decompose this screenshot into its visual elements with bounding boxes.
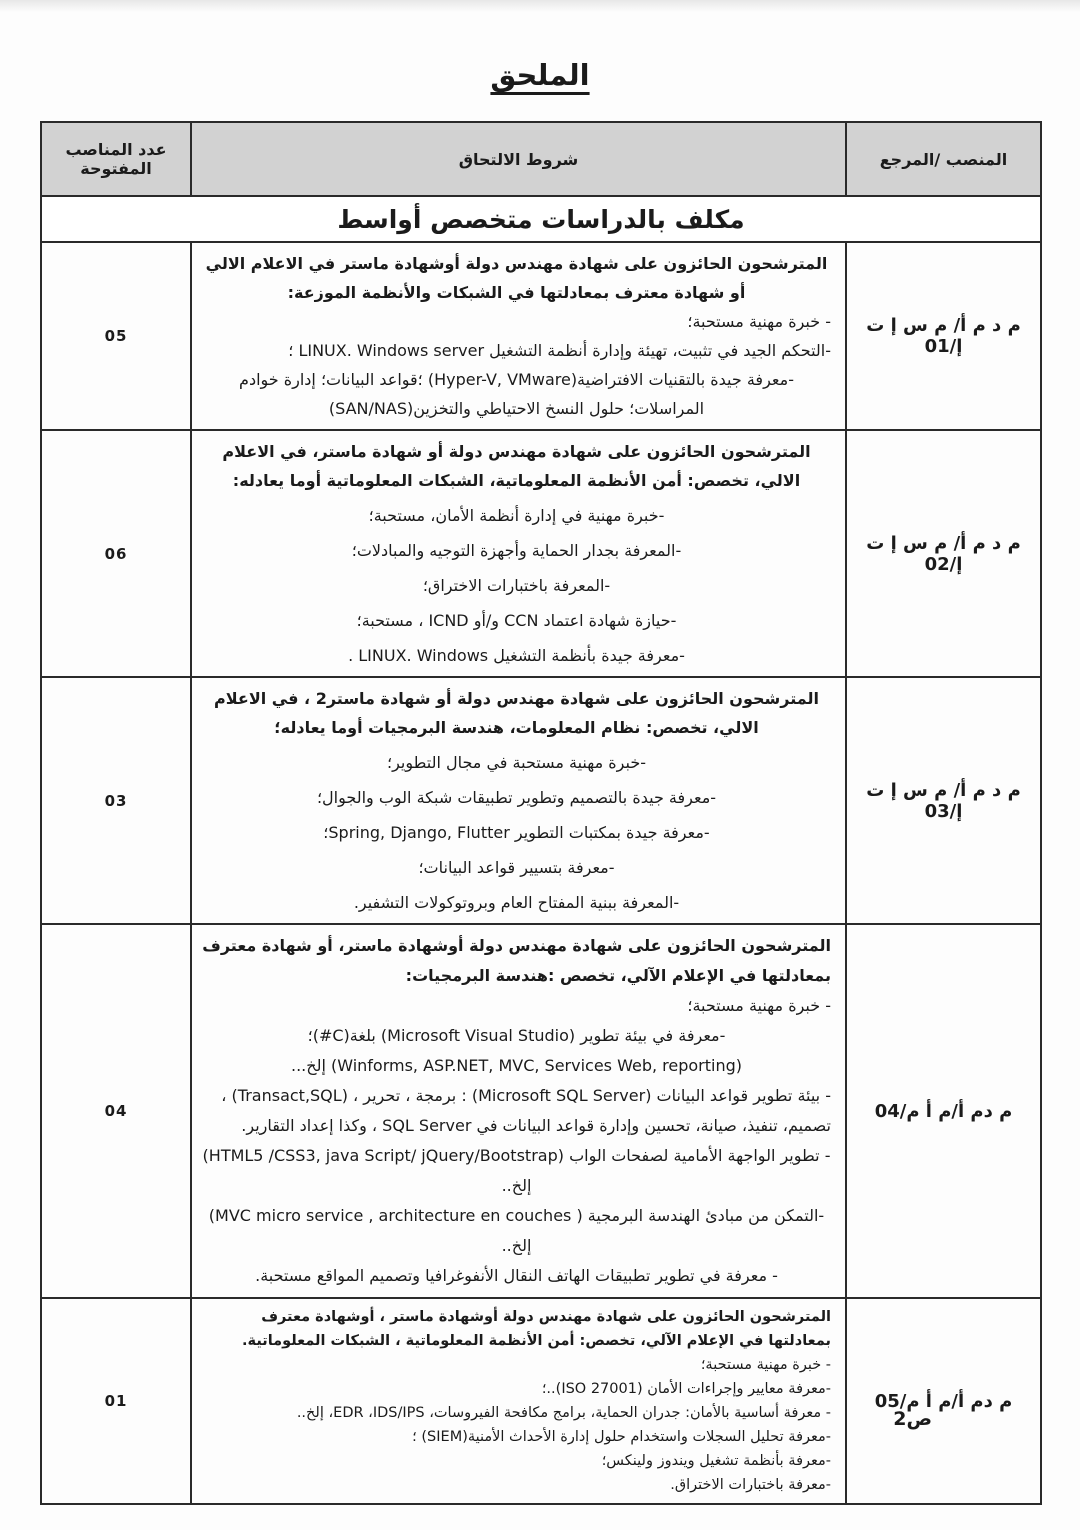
table-row (41, 677, 1041, 924)
condition-line: - خبرة مهنية مستحبة؛ (700, 1357, 831, 1373)
condition-line: -معرفة جيدة بالتقنيات الافتراضية(Hyper-V, VMware) ؛قواعد البيانات؛ إدارة خوادم المراسلات؛ حلول النسخ الاحتياطي والتخزين(SAN/NAS) (239, 370, 794, 418)
reference-cell: م دم أ/م أ م/04 (846, 924, 1041, 1298)
condition-line: -معرفة جيدة بأنظمة التشغيل LINUX. Windows . (348, 646, 685, 665)
condition-line: -معرفة بأنظمة تشغيل ويندوز ولينكس؛ (601, 1453, 831, 1469)
condition-line: -المعرفة بجدار الحماية وأجهزة التوجيه والمبادلات؛ (351, 541, 682, 560)
condition-line: -المعرفة باختبارات الاختراق؛ (422, 576, 611, 595)
page-title-text: الملحق (490, 58, 590, 92)
table-row (41, 1298, 1041, 1504)
page-top-shade (0, 0, 1080, 12)
header-cell-reference: المنصب /المرجع (846, 122, 1041, 196)
condition-line: -خبرة مهنية في إدارة أنظمة الأمان، مستحبة؛ (368, 506, 665, 525)
condition-line: - معرفة في تطوير تطبيقات الهاتف النقال الأنفوغرافيا وتصميم المواقع مستحبة. (255, 1266, 778, 1285)
open-positions-cell: 06 (41, 430, 191, 677)
reference-cell: م دم أ/م أ م/05 (846, 1298, 1041, 1504)
conditions-cell (191, 924, 846, 1298)
table-row (41, 242, 1041, 430)
section-title-row (41, 196, 1041, 242)
condition-line: - معرفة أساسية بالأمان: جدران الحماية، برامج مكافحة الفيروسات، EDR ،IDS/IPS، إلخ.. (296, 1405, 831, 1421)
condition-line: - خبرة مهنية مستحبة؛ (687, 996, 831, 1015)
open-positions-cell: 05 (41, 242, 191, 430)
condition-line: المترشحون الحائزون على شهادة مهندس دولة أوشهادة ماستر، أو شهادة معترف بمعادلتها في الإعلام الآلي، تخصص :هندسة البرمجيات: (202, 936, 831, 985)
reference-cell: م د م أ/ م س إ ت إ/01 (846, 242, 1041, 430)
condition-line: -معرفة تحليل السجلات واستخدام حلول إدارة الأحداث الأمنية(SIEM) ؛ (412, 1429, 831, 1445)
reference-cell: م د م أ/ م س إ ت إ/02 (846, 430, 1041, 677)
table-row (41, 924, 1041, 1298)
header-cell-conditions: شروط الالتحاق (191, 122, 846, 196)
condition-line: -حيازة شهادة اعتماد CCN و/أو ICND ، مستحبة؛ (356, 611, 677, 630)
condition-line: -المعرفة ببنية المفتاح العام وبروتوكولات التشفير. (353, 893, 680, 912)
table-row (41, 430, 1041, 677)
condition-line: - بيئة تطوير قواعد البيانات (Microsoft SQL Server) : برمجة ، تحرير ، (Transact,SQL) ، تصميم، تنفيذ، صيانة، تحسين وإدارة قواعد البيانات في SQL Server ، وكذا إعداد التقارير. (221, 1086, 831, 1135)
conditions-cell (191, 677, 846, 924)
conditions-cell (191, 1298, 846, 1504)
condition-line: المترشحون الحائزون على شهادة مهندس دولة أوشهادة ماستر ، أوشهادة معترف بمعادلتها في الإعلام الآلي، تخصص: أمن الأنظمة المعلوماتية ، الشبكات المعلوماتية. (242, 1309, 831, 1349)
condition-line: المترشحون الحائزون على شهادة مهندس دولة أو شهادة ماستر، في الاعلام الالي، تخصص: أمن الأنظمة المعلوماتية، الشبكات المعلوماتية أوما يعادله: (222, 442, 811, 490)
page-number: ص2 (893, 1408, 932, 1430)
condition-line: -معرفة جيدة بالتصميم وتطوير تطبيقات شبكة الوب والجوال؛ (316, 788, 717, 807)
conditions-cell (191, 430, 846, 677)
condition-line: -معرفة بتسيير قواعد البيانات؛ (418, 858, 615, 877)
condition-line: -التمكن من مبادئ الهندسة البرمجية ( MVC micro service , architecture en couches) إلخ.. (208, 1206, 825, 1255)
positions-table (40, 121, 1042, 1505)
condition-line: المترشحون الحائزون على شهادة مهندس دولة أو شهادة ماستر2 ، في الاعلام الالي، تخصص: نظام المعلومات، هندسة البرمجيات أوما يعادله؛ (214, 689, 819, 737)
open-positions-cell: 03 (41, 677, 191, 924)
header-cell-open-positions: عدد المناصب المفتوحة (41, 122, 191, 196)
condition-line: المترشحون الحائزون على شهادة مهندس دولة أوشهادة ماستر في الاعلام الالي أو شهادة معترف بمعادلتها في الشبكات والأنظمة الموزعة: (205, 254, 828, 302)
conditions-cell (191, 242, 846, 430)
condition-line: -التحكم الجيد في تثبيت، تهيئة وإدارة أنظمة التشغيل LINUX. Windows server ؛ (288, 341, 831, 360)
reference-cell: م د م أ/ م س إ ت إ/03 (846, 677, 1041, 924)
condition-line: -معرفة جيدة بمكتبات التطوير Spring, Django, Flutter؛ (323, 823, 710, 842)
section-title: مكلف بالدراسات متخصص أواسط (41, 196, 1041, 242)
condition-line: -معرفة معايير وإجراءات الأمان (ISO 27001)..؛ (541, 1381, 831, 1397)
condition-line: - خبرة مهنية مستحبة؛ (687, 312, 831, 331)
condition-line: -معرفة باختبارات الاختراق. (670, 1477, 831, 1493)
open-positions-cell: 01 (41, 1298, 191, 1504)
page-title (0, 58, 1080, 92)
condition-line: -معرفة في بيئة تطوير (Microsoft Visual Studio) بلغة(C#)؛ (307, 1026, 726, 1045)
table-header-row (41, 122, 1041, 196)
condition-line: -خبرة مهنية مستحبة في مجال التطوير؛ (386, 753, 646, 772)
open-positions-cell: 04 (41, 924, 191, 1298)
condition-line: - تطوير الواجهة الأمامية لصفحات الواب (HTML5 /CSS3, java Script/ jQuery/Bootstrap) إلخ.. (202, 1146, 831, 1195)
condition-line: (Winforms, ASP.NET, MVC, Services Web, reporting) إلخ... (290, 1056, 743, 1075)
